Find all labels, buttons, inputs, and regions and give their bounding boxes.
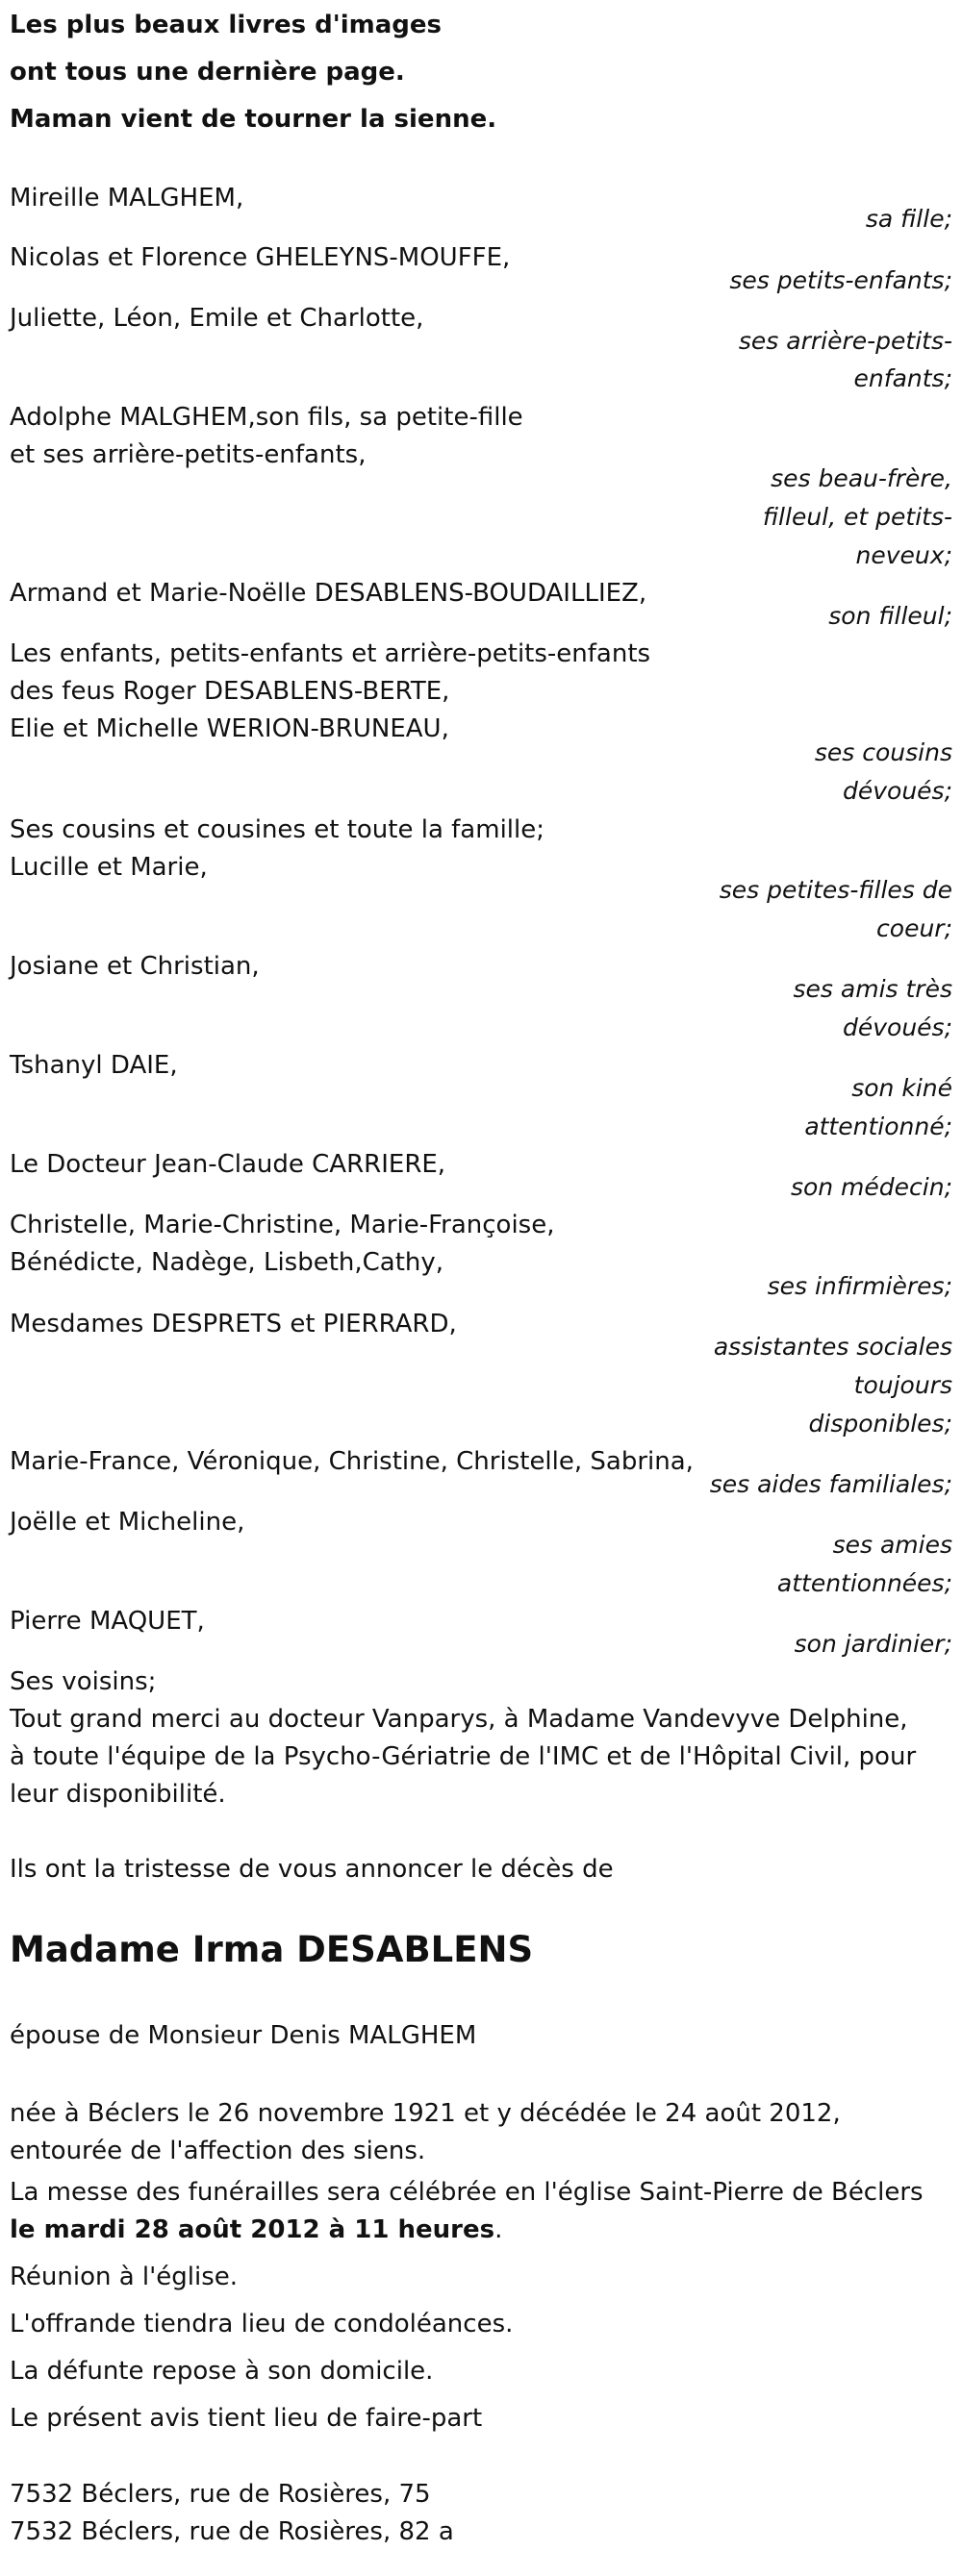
family-names: et ses arrière-petits-enfants,	[10, 440, 367, 469]
family-relation: attentionnées;	[776, 1569, 952, 1597]
family-names: Le Docteur Jean-Claude CARRIERE,	[10, 1150, 446, 1179]
note-line: L'offrande tiendra lieu de condoléances.	[10, 2310, 514, 2338]
poem-line: Les plus beaux livres d'images	[10, 11, 443, 39]
family-relation: ses arrière-petits-	[738, 327, 952, 355]
family-relation: son jardinier;	[794, 1630, 952, 1658]
mass-date-end: .	[494, 2215, 503, 2244]
mass-intro: La messe des funérailles sera célébrée en l'église Saint-Pierre de Béclers	[10, 2178, 924, 2207]
family-relation: ses beau-frère,	[771, 464, 952, 492]
family-names: Joëlle et Micheline,	[10, 1508, 245, 1537]
family-relation: ses aides familiales;	[709, 1470, 952, 1498]
family-relation: ses petites-filles de	[719, 876, 952, 904]
family-relation: dévoués;	[842, 1013, 952, 1041]
note-line: La défunte repose à son domicile.	[10, 2357, 434, 2386]
note-line: Le présent avis tient lieu de faire-part	[10, 2404, 483, 2433]
family-names: Juliette, Léon, Emile et Charlotte,	[10, 304, 424, 333]
family-relation: assistantes sociales	[713, 1333, 952, 1361]
announcement: Ils ont la tristesse de vous annoncer le décès de	[10, 1855, 614, 1884]
family-relation: toujours	[853, 1371, 952, 1399]
family-relation: son kiné	[851, 1074, 952, 1102]
family-relation: coeur;	[876, 914, 952, 942]
family-names: Les enfants, petits-enfants et arrière-petits-enfants	[10, 639, 651, 668]
spouse-line: épouse de Monsieur Denis MALGHEM	[10, 2021, 477, 2050]
mass-date: le mardi 28 août 2012 à 11 heures	[10, 2215, 495, 2244]
family-relation: son médecin;	[790, 1173, 952, 1201]
family-relation: ses petits-enfants;	[729, 266, 952, 294]
family-names: Nicolas et Florence GHELEYNS-MOUFFE,	[10, 243, 511, 272]
family-names: Ses cousins et cousines et toute la famille;	[10, 815, 544, 844]
family-names: Marie-France, Véronique, Christine, Christelle, Sabrina,	[10, 1447, 694, 1476]
family-names: Christelle, Marie-Christine, Marie-Françoise,	[10, 1211, 555, 1239]
family-relation: ses cousins	[814, 738, 952, 766]
family-relation: attentionné;	[804, 1113, 952, 1140]
family-names: Bénédicte, Nadège, Lisbeth,Cathy,	[10, 1248, 444, 1277]
poem-line: Maman vient de tourner la sienne.	[10, 105, 497, 134]
family-relation: ses amis très	[793, 975, 952, 1003]
family-names: Pierre MAQUET,	[10, 1607, 205, 1636]
family-names: Josiane et Christian,	[10, 952, 260, 981]
neighbours-line: Ses voisins;	[10, 1667, 157, 1696]
family-names: Adolphe MALGHEM,son fils, sa petite-fille	[10, 403, 523, 432]
address-line: 7532 Béclers, rue de Rosières, 82 a	[10, 2517, 454, 2546]
family-names: des feus Roger DESABLENS-BERTE,	[10, 677, 450, 706]
address-line: 7532 Béclers, rue de Rosières, 75	[10, 2480, 431, 2509]
thanks-line: à toute l'équipe de la Psycho-Gériatrie de l'IMC et de l'Hôpital Civil, pour	[10, 1742, 917, 1771]
deceased-name: Madame Irma DESABLENS	[10, 1929, 534, 1970]
family-names: Mireille MALGHEM,	[10, 184, 244, 213]
family-relation: sa fille;	[865, 205, 952, 233]
family-names: Armand et Marie-Noëlle DESABLENS-BOUDAILLIEZ,	[10, 579, 647, 608]
family-relation: son filleul;	[828, 602, 952, 630]
note-line: Réunion à l'église.	[10, 2263, 239, 2291]
family-relation: ses infirmières;	[767, 1272, 952, 1300]
thanks-line: Tout grand merci au docteur Vanparys, à Madame Vandevyve Delphine,	[10, 1705, 908, 1734]
family-relation: filleul, et petits-	[762, 503, 952, 531]
family-relation: enfants;	[853, 364, 952, 392]
family-relation: dévoués;	[842, 777, 952, 805]
thanks-line: leur disponibilité.	[10, 1780, 226, 1809]
family-names: Elie et Michelle WERION-BRUNEAU,	[10, 714, 449, 743]
poem-line: ont tous une dernière page.	[10, 58, 405, 87]
family-relation: disponibles;	[808, 1410, 952, 1438]
mass-date-line	[10, 2211, 502, 2249]
birth-death-line: née à Béclers le 26 novembre 1921 et y décédée le 24 août 2012,	[10, 2099, 841, 2128]
family-names: Lucille et Marie,	[10, 853, 208, 882]
family-names: Mesdames DESPRETS et PIERRARD,	[10, 1310, 457, 1338]
family-relation: ses amies	[832, 1531, 952, 1559]
family-names: Tshanyl DAIE,	[10, 1051, 178, 1080]
family-relation: neveux;	[855, 541, 952, 569]
birth-death-line: entourée de l'affection des siens.	[10, 2137, 426, 2165]
